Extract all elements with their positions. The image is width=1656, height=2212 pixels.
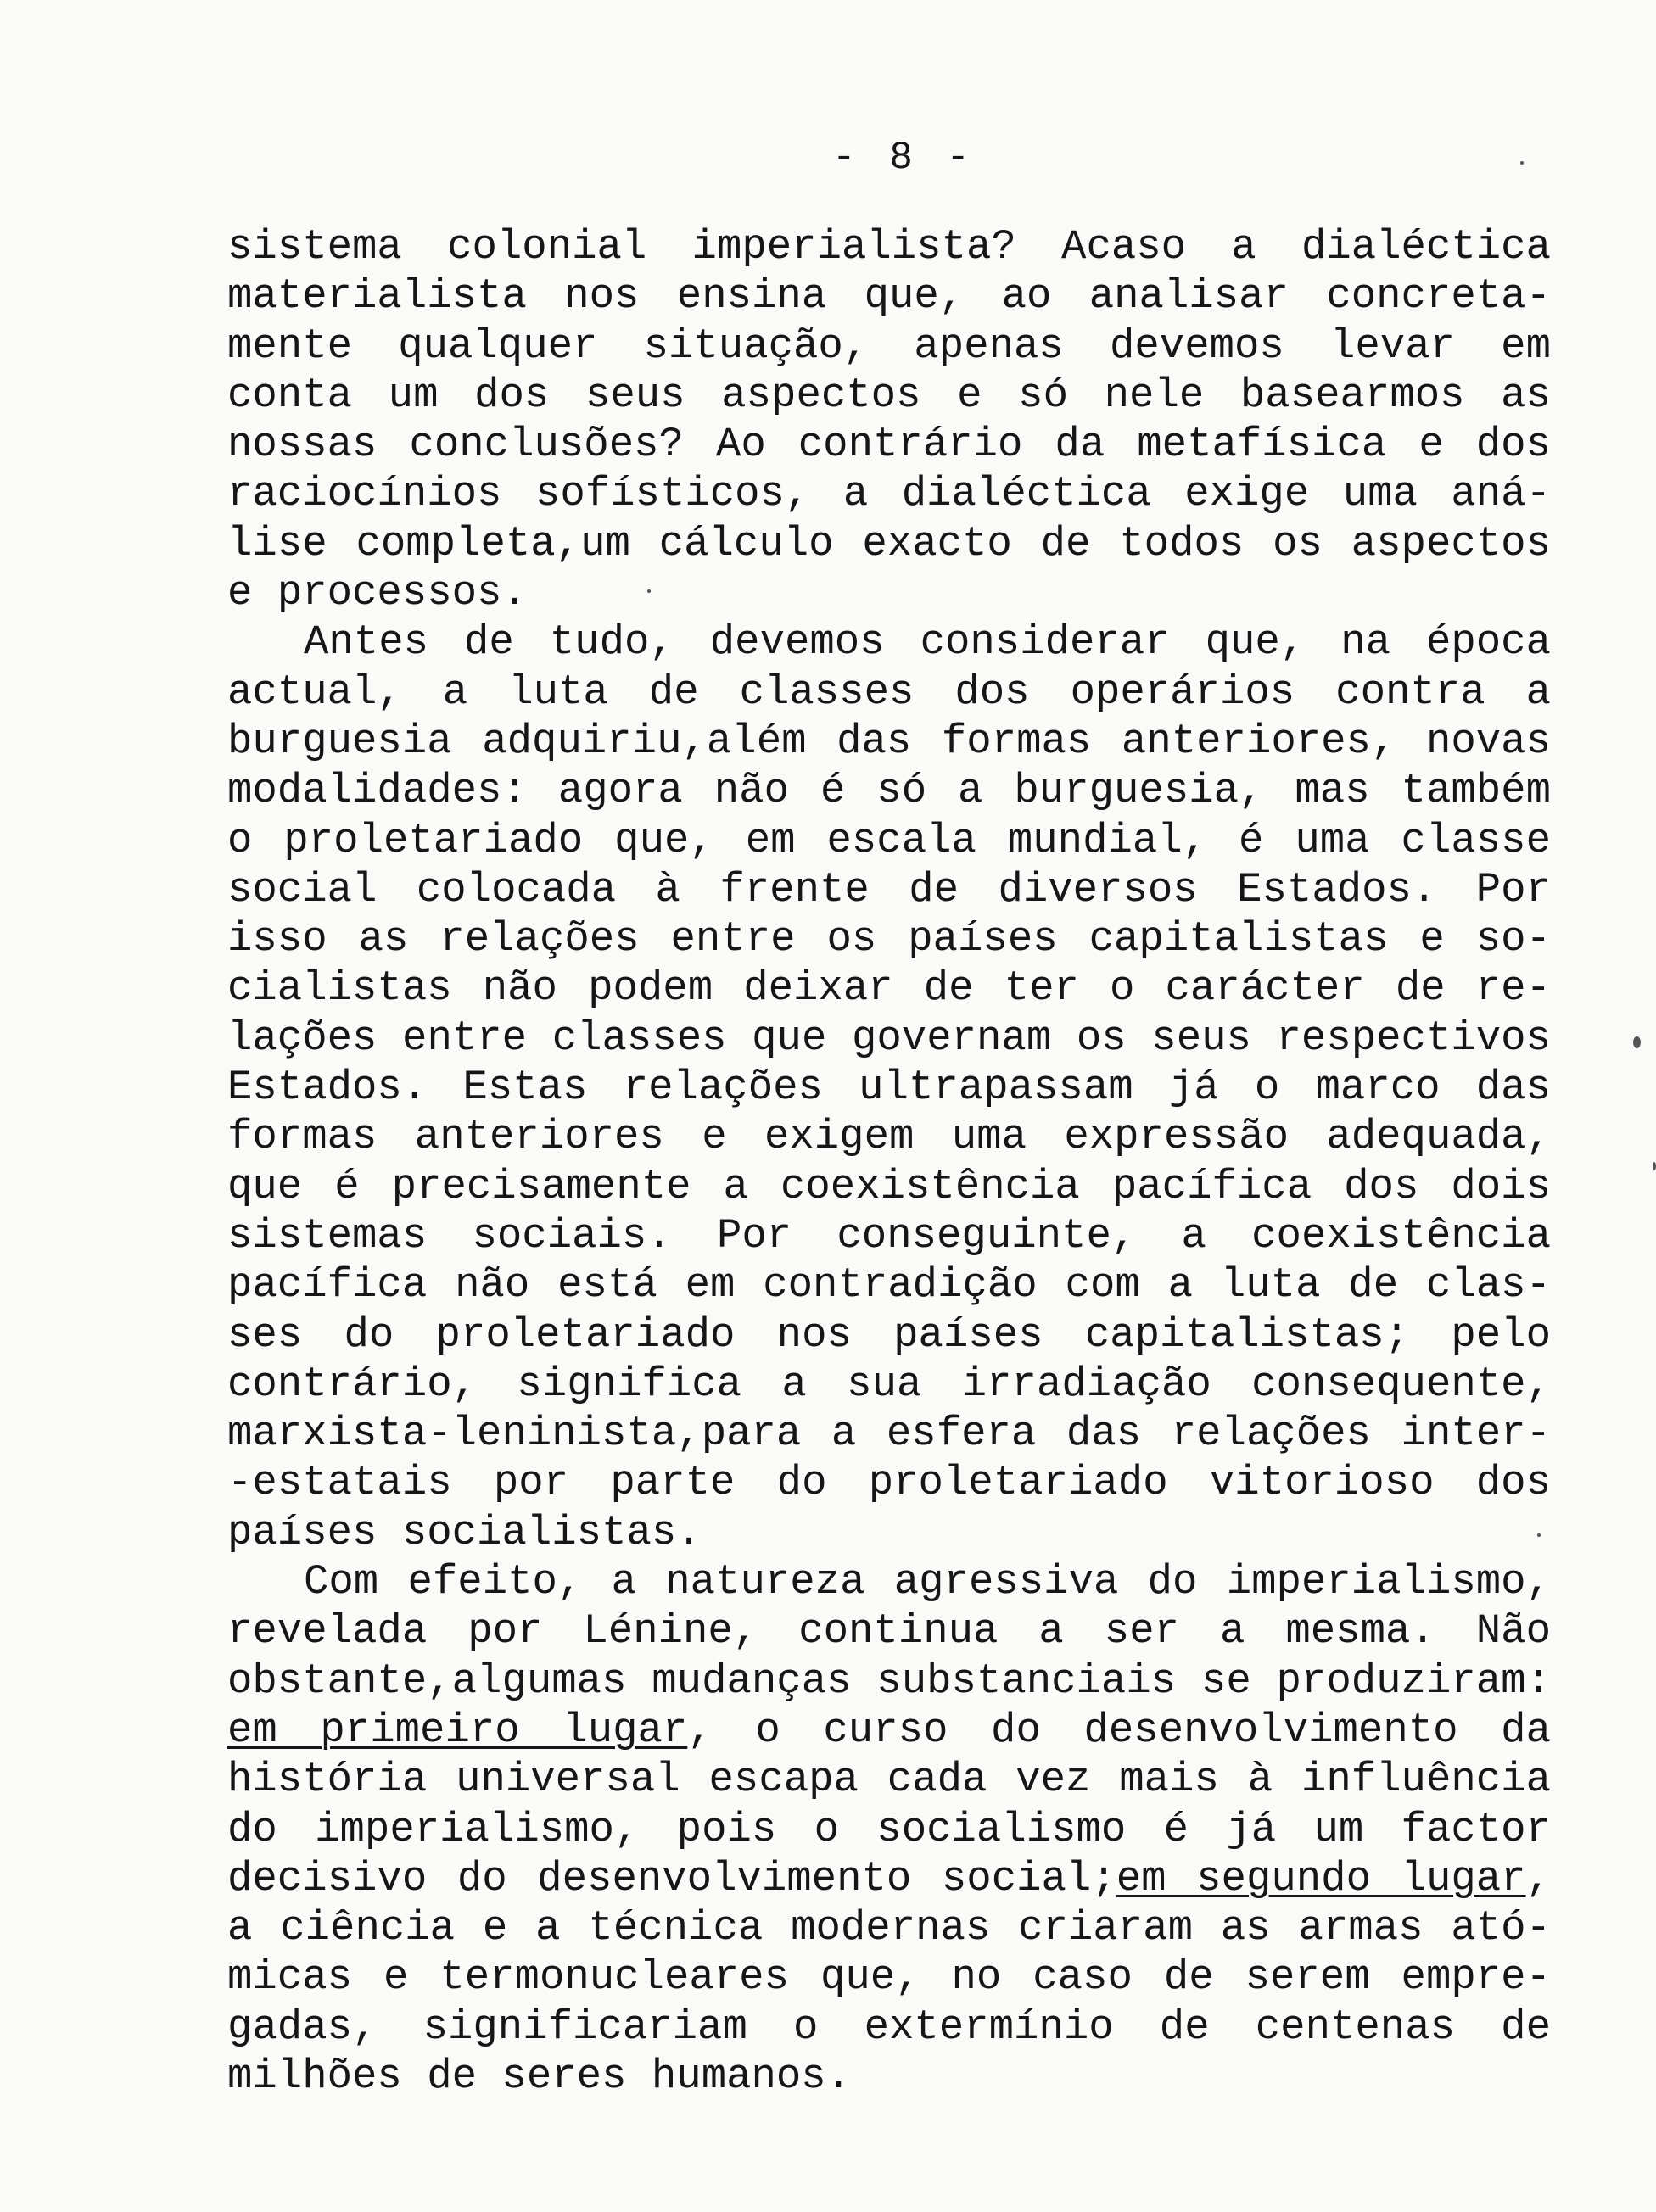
text-line: e processos. [227,569,527,617]
text-line: sistemas sociais. Por conseguinte, a coexistência [227,1211,1551,1260]
scan-speck [1653,1162,1656,1170]
text-line: mente qualquer situação, apenas devemos levar em [227,321,1551,370]
paragraph-3 [227,1557,1551,2101]
text-line: Estados. Estas relações ultrapassam já o marco das [227,1064,1551,1112]
text-line: cialistas não podem deixar de ter o carácter de re- [227,964,1551,1013]
text-line: gadas, significariam o extermínio de centenas de [227,2003,1551,2051]
text-line: sistema colonial imperialista? Acaso a dialéctica [227,223,1551,271]
text-line: isso as relações entre os países capitalistas e so- [227,915,1551,964]
scan-speck [1520,161,1524,165]
text-line: lações entre classes que governam os seus respectivos [227,1014,1551,1062]
text-line: micas e termonucleares que, no caso de serem empre- [227,1953,1551,2002]
text-line: pacífica não está em contradição com a luta de clas- [227,1261,1551,1310]
underlined-phrase: em segundo lugar [1116,1854,1526,1902]
paragraph-2 [227,617,1551,1557]
body-text [227,222,1551,2101]
text-line: obstante,algumas mudanças substanciais se produziram: [227,1656,1551,1705]
text-line: do imperialismo, pois o socialismo é já um factor [227,1805,1551,1853]
text-line: contrário, significa a sua irradiação consequente, [227,1360,1551,1408]
text-line: revelada por Lénine, continua a ser a mesma. Não [227,1607,1551,1656]
text-line: formas anteriores e exigem uma expressão adequada, [227,1113,1551,1161]
text-line: decisivo do desenvolvimento social;em segundo lugar, [227,1854,1551,1902]
scan-speck [1633,1036,1641,1048]
page-number: - 8 - [831,136,976,180]
scan-speck [647,589,651,593]
scan-speck [1537,1533,1541,1537]
text-line: marxista-leninista,para a esfera das relações inter- [227,1410,1551,1458]
text-line: social colocada à frente de diversos Estados. Por [227,865,1551,913]
text-line: -estatais por parte do proletariado vitorioso dos [227,1459,1551,1507]
text-line: Antes de tudo, devemos considerar que, na época [304,618,1551,667]
text-line: burguesia adquiriu,além das formas anteriores, novas [227,717,1551,765]
paragraph-1 [227,222,1551,617]
text-line: nossas conclusões? Ao contrário da metafísica e dos [227,421,1551,469]
text-line: ses do proletariado nos países capitalistas; pelo [227,1310,1551,1359]
text-line: materialista nos ensina que, ao analisar concreta- [227,272,1551,321]
text-line: em primeiro lugar, o curso do desenvolvimento da [227,1706,1551,1754]
text-line: Com efeito, a natureza agressiva do imperialismo, [304,1558,1551,1606]
text-line: o proletariado que, em escala mundial, é uma classe [227,816,1551,864]
text-line: lise completa,um cálculo exacto de todos os aspectos [227,519,1551,567]
text-line: actual, a luta de classes dos operários contra a [227,668,1551,716]
text-line: a ciência e a técnica modernas criaram as armas ató- [227,1904,1551,1952]
text-line: modalidades: agora não é só a burguesia, mas também [227,767,1551,815]
underlined-phrase: em primeiro lugar [227,1706,688,1754]
text-line: história universal escapa cada vez mais à influência [227,1756,1551,1804]
text-line: milhões de seres humanos. [227,2052,852,2100]
text-line: raciocínios sofísticos, a dialéctica exige uma aná- [227,470,1551,518]
text-line: que é precisamente a coexistência pacífica dos dois [227,1162,1551,1210]
text-line: conta um dos seus aspectos e só nele basearmos as [227,371,1551,419]
text-line: países socialistas. [227,1508,702,1556]
